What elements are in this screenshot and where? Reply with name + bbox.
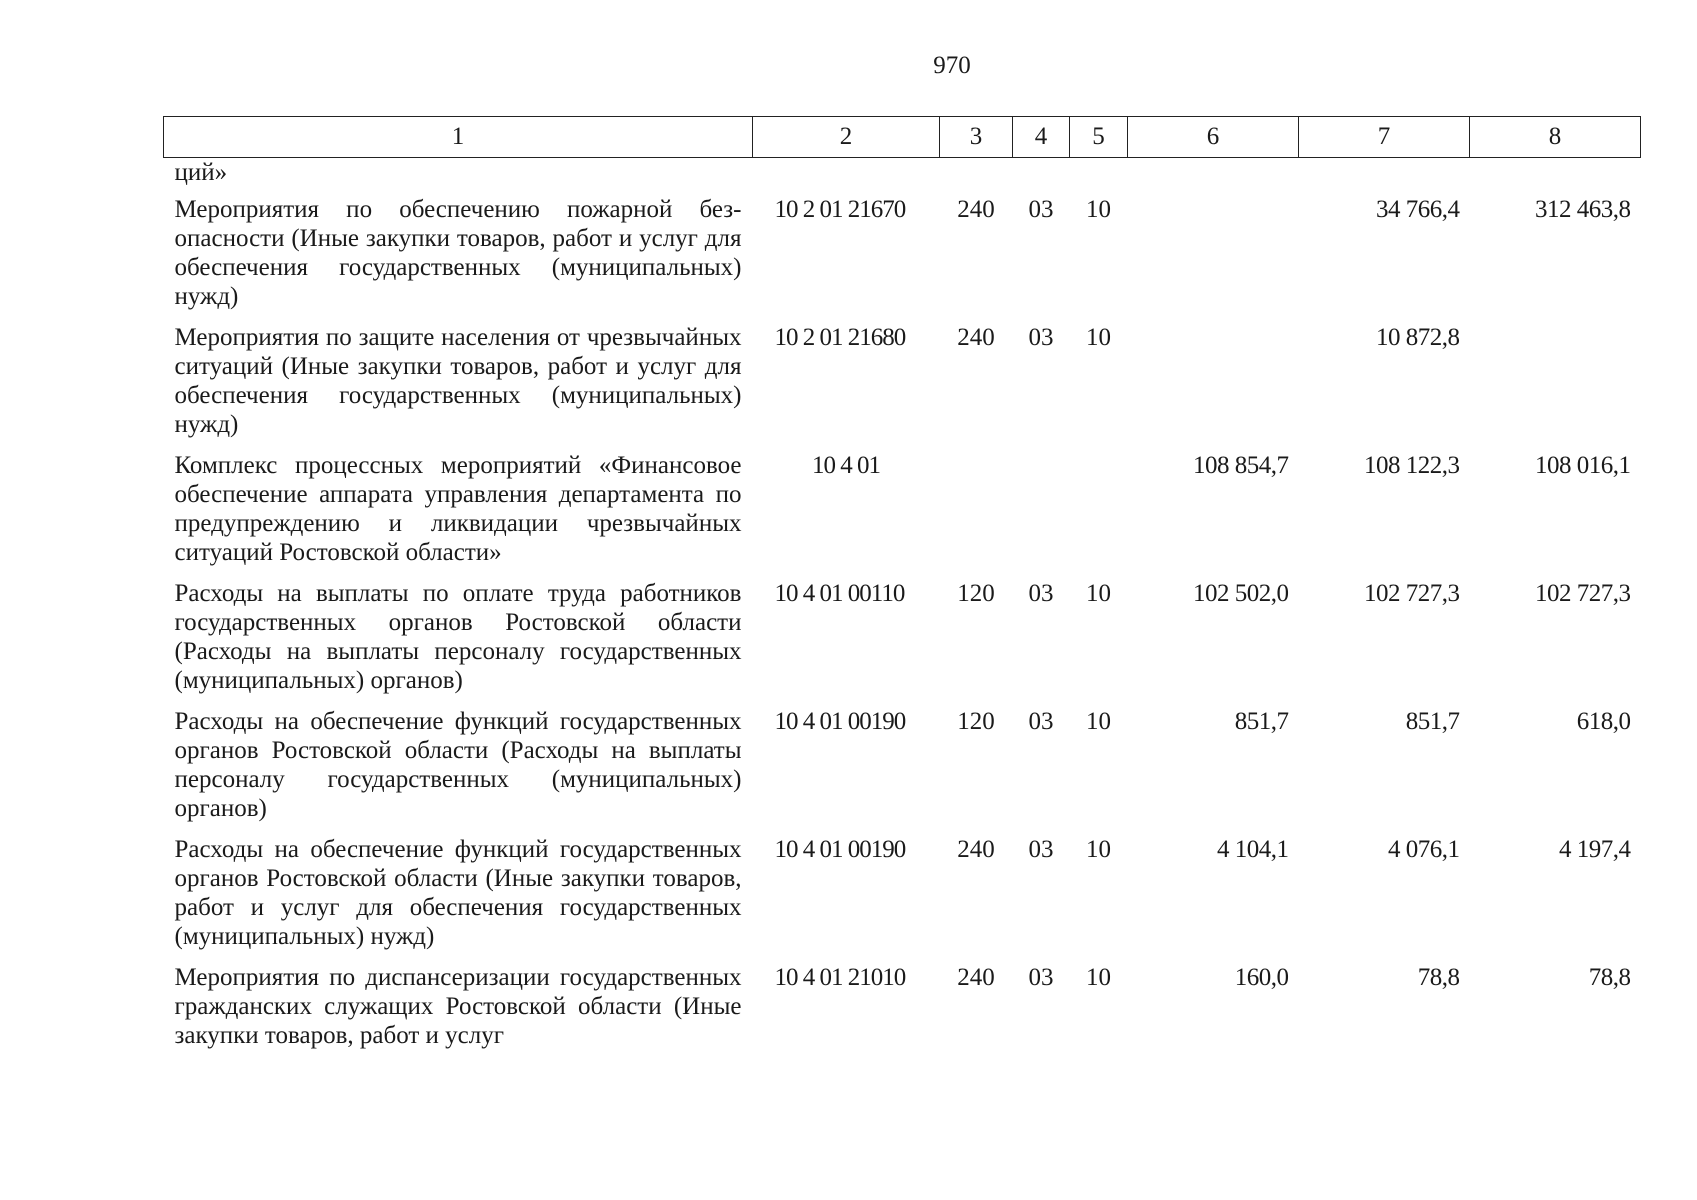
continued-row	[164, 158, 1641, 188]
page-number	[0, 52, 1697, 80]
expense-type-cell: 240	[957, 324, 995, 351]
column-header-7: 7	[1299, 117, 1470, 158]
column-header-4: 4	[1013, 117, 1070, 158]
expense-type-cell: 120	[957, 580, 995, 607]
column-header-6: 6	[1128, 117, 1299, 158]
column-header-2: 2	[753, 117, 940, 158]
amount-col7-cell: 10 872,8	[1376, 324, 1460, 351]
budget-code-cell: 10 4 01	[812, 452, 880, 479]
row-name-cell: Мероприятия по защите населения от чрезвычайных ситуаций (Иные закупки товаров, работ и услуг для обеспечения государственных (муниципальных) нужд)	[174, 324, 742, 438]
amount-col6-cell: 160,0	[1234, 964, 1289, 991]
budget-code-cell: 10 4 01 21010	[774, 964, 906, 991]
section-cell: 03	[1028, 196, 1054, 223]
amount-col6-cell	[1128, 315, 1299, 443]
amount-col8-cell: 4 197,4	[1559, 836, 1631, 863]
amount-col8-cell: 618,0	[1576, 708, 1631, 735]
amount-col6-cell: 108 854,7	[1193, 452, 1289, 479]
table-row	[164, 955, 1641, 1054]
subsection-cell: 10	[1086, 836, 1111, 863]
expense-type-cell	[940, 443, 1013, 571]
amount-col7-cell: 851,7	[1405, 708, 1460, 735]
table-row	[164, 699, 1641, 827]
amount-col8-cell: 108 016,1	[1535, 452, 1631, 479]
budget-code-cell: 10 4 01 00110	[774, 580, 905, 607]
amount-col8-cell: 78,8	[1588, 964, 1631, 991]
section-cell	[1013, 443, 1070, 571]
row-name-cell: Расходы на обеспечение функций государственных органов Ростовской области (Иные закупки товаров, работ и услуг для обеспечения государственных (муниципальных) нужд)	[174, 836, 742, 950]
budget-code-cell: 10 4 01 00190	[774, 836, 906, 863]
expense-type-cell: 240	[957, 196, 995, 223]
table-row	[164, 827, 1641, 955]
amount-col7-cell: 34 766,4	[1376, 196, 1460, 223]
amount-col7-cell: 102 727,3	[1364, 580, 1460, 607]
amount-col8-cell: 312 463,8	[1535, 196, 1631, 223]
section-cell: 03	[1028, 324, 1054, 351]
expense-type-cell: 240	[957, 964, 995, 991]
expense-type-cell: 120	[957, 708, 995, 735]
budget-code-cell: 10 4 01 00190	[774, 708, 906, 735]
subsection-cell: 10	[1086, 708, 1111, 735]
table-row	[164, 443, 1641, 571]
page-number-text: 970	[933, 52, 971, 79]
table-row	[164, 571, 1641, 699]
row-name-cell: Мероприятия по обеспечению пожарной безопасности (Иные закупки товаров, работ и услуг для обеспечения государственных (муниципальных) нужд)	[174, 196, 742, 310]
table-row	[164, 187, 1641, 315]
amount-col6-cell: 851,7	[1234, 708, 1289, 735]
column-header-8: 8	[1470, 117, 1641, 158]
budget-code-cell: 10 2 01 21670	[774, 196, 906, 223]
section-cell: 03	[1028, 580, 1054, 607]
row-name-cell: Расходы на выплаты по оплате труда работников государственных органов Ростовской области (Расходы на выплаты персоналу государственных (муниципальных) органов)	[174, 580, 742, 694]
subsection-cell: 10	[1086, 196, 1111, 223]
section-cell: 03	[1028, 708, 1054, 735]
subsection-cell: 10	[1086, 324, 1111, 351]
subsection-cell	[1070, 443, 1128, 571]
table-row	[164, 315, 1641, 443]
budget-code-cell: 10 2 01 21680	[774, 324, 906, 351]
column-header-3: 3	[940, 117, 1013, 158]
continued-text: ций»	[174, 159, 228, 186]
section-cell: 03	[1028, 964, 1054, 991]
column-header-1: 1	[164, 117, 753, 158]
row-name-cell: Мероприятия по диспансеризации государственных гражданских служащих Ростовской области (Иные закупки товаров, работ и услуг	[174, 964, 742, 1049]
amount-col8-cell	[1470, 315, 1641, 443]
subsection-cell: 10	[1086, 580, 1111, 607]
expense-type-cell: 240	[957, 836, 995, 863]
amount-col6-cell	[1128, 187, 1299, 315]
amount-col7-cell: 108 122,3	[1364, 452, 1460, 479]
amount-col8-cell: 102 727,3	[1535, 580, 1631, 607]
amount-col7-cell: 78,8	[1417, 964, 1460, 991]
row-name-cell: Расходы на обеспечение функций государственных органов Ростовской области (Расходы на выплаты персоналу государственных (муниципальных) органов)	[174, 708, 742, 822]
amount-col6-cell: 4 104,1	[1217, 836, 1289, 863]
header-row	[164, 117, 1641, 158]
budget-table-container	[163, 116, 1640, 1054]
amount-col6-cell: 102 502,0	[1193, 580, 1289, 607]
subsection-cell: 10	[1086, 964, 1111, 991]
amount-col7-cell: 4 076,1	[1388, 836, 1460, 863]
section-cell: 03	[1028, 836, 1054, 863]
row-name-cell: Комплекс процессных мероприятий «Финансовое обеспечение аппарата управления департамента по предупреждению и ликвидации чрезвычайных ситуаций Ростовской области»	[174, 452, 742, 566]
budget-table	[163, 116, 1641, 1054]
column-header-5: 5	[1070, 117, 1128, 158]
